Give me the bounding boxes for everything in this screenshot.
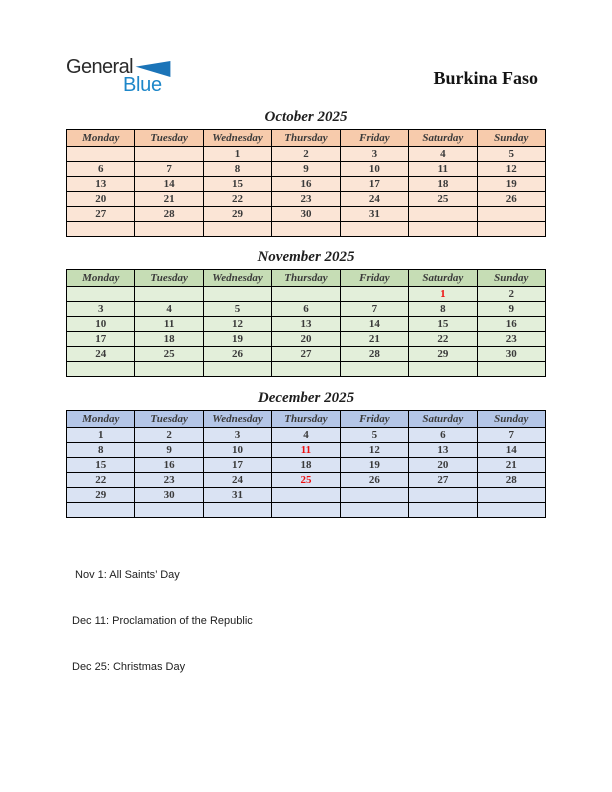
day-cell: 6 [409,428,477,443]
day-cell: 26 [477,192,545,207]
logo-text-blue: Blue [123,74,162,96]
week-row [67,458,546,473]
weekday-header: Monday [67,270,135,287]
empty-day-cell [409,488,477,503]
day-cell: 9 [477,302,545,317]
day-cell: 29 [409,347,477,362]
weekday-header: Tuesday [135,270,203,287]
empty-day-cell [477,222,545,237]
empty-day-cell [203,287,271,302]
weekday-header: Sunday [477,270,545,287]
day-cell: 15 [67,458,135,473]
day-cell: 28 [135,207,203,222]
empty-day-cell [272,362,340,377]
day-cell: 29 [203,207,271,222]
day-cell: 21 [135,192,203,207]
day-cell: 3 [203,428,271,443]
empty-day-cell [340,503,408,518]
day-cell: 7 [135,162,203,177]
empty-day-cell [477,207,545,222]
day-cell: 5 [340,428,408,443]
empty-day-cell [409,503,477,518]
day-cell: 18 [409,177,477,192]
empty-day-cell [67,362,135,377]
day-cell: 21 [477,458,545,473]
weekday-header-row [67,130,546,147]
weekday-header-row [67,270,546,287]
day-cell: 27 [67,207,135,222]
weekday-header: Thursday [272,411,340,428]
weekday-header: Thursday [272,270,340,287]
day-cell: 16 [272,177,340,192]
general-blue-logo [66,57,171,95]
day-cell: 12 [477,162,545,177]
day-cell: 8 [409,302,477,317]
weekday-header-row [67,411,546,428]
day-cell: 4 [272,428,340,443]
day-cell: 15 [409,317,477,332]
day-cell: 23 [272,192,340,207]
empty-day-cell [340,287,408,302]
day-cell: 18 [272,458,340,473]
day-cell: 10 [203,443,271,458]
empty-day-cell [203,503,271,518]
logo-text-general: General [66,56,133,78]
day-cell: 17 [203,458,271,473]
weekday-header: Wednesday [203,270,271,287]
day-cell: 8 [203,162,271,177]
day-cell: 28 [340,347,408,362]
day-cell: 29 [67,488,135,503]
empty-day-cell [477,503,545,518]
day-cell: 31 [203,488,271,503]
weekday-header: Saturday [409,130,477,147]
weekday-header: Monday [67,411,135,428]
day-cell: 11 [272,443,340,458]
day-cell: 6 [67,162,135,177]
day-cell: 4 [409,147,477,162]
weekday-header: Wednesday [203,130,271,147]
day-cell: 11 [135,317,203,332]
month-title-december: December 2025 [257,390,355,406]
calendar-table-november [66,269,546,377]
day-cell: 13 [67,177,135,192]
week-row [67,443,546,458]
day-cell: 13 [272,317,340,332]
calendar-table-october [66,129,546,237]
week-row [67,428,546,443]
weekday-header: Monday [67,130,135,147]
weekday-header: Tuesday [135,130,203,147]
day-cell: 5 [477,147,545,162]
day-cell: 2 [135,428,203,443]
month-title-october: October 2025 [264,109,348,125]
day-cell: 3 [340,147,408,162]
holiday-notes [72,537,546,706]
day-cell: 1 [203,147,271,162]
week-row [67,302,546,317]
day-cell: 30 [135,488,203,503]
day-cell: 25 [272,473,340,488]
empty-day-cell [203,222,271,237]
holiday-note-dec11: Dec 11: Proclamation of the Republic [72,614,253,627]
day-cell: 9 [272,162,340,177]
day-cell: 20 [67,192,135,207]
day-cell: 11 [409,162,477,177]
day-cell: 25 [409,192,477,207]
day-cell: 31 [340,207,408,222]
day-cell: 26 [340,473,408,488]
empty-day-cell [409,222,477,237]
empty-day-cell [477,488,545,503]
day-cell: 27 [409,473,477,488]
week-row [67,162,546,177]
month-section-october [66,109,546,237]
holiday-note-nov1: Nov 1: All Saints’ Day [72,568,180,581]
month-section-november [66,249,546,377]
day-cell: 23 [477,332,545,347]
empty-day-cell [340,362,408,377]
day-cell: 2 [477,287,545,302]
empty-day-cell [67,503,135,518]
day-cell: 30 [272,207,340,222]
empty-day-cell [340,222,408,237]
empty-day-cell [135,362,203,377]
empty-day-cell [272,287,340,302]
weekday-header: Friday [340,130,408,147]
week-row [67,207,546,222]
day-cell: 10 [67,317,135,332]
week-row [67,317,546,332]
day-cell: 17 [67,332,135,347]
empty-day-cell [340,488,408,503]
day-cell: 14 [477,443,545,458]
week-row [67,222,546,237]
day-cell: 20 [272,332,340,347]
day-cell: 10 [340,162,408,177]
week-row [67,332,546,347]
day-cell: 24 [203,473,271,488]
day-cell: 13 [409,443,477,458]
week-row [67,177,546,192]
weekday-header: Sunday [477,411,545,428]
month-section-december [66,390,546,518]
empty-day-cell [67,287,135,302]
week-row [67,287,546,302]
day-cell: 28 [477,473,545,488]
weekday-header: Sunday [477,130,545,147]
day-cell: 7 [340,302,408,317]
page-header [66,52,546,100]
day-cell: 12 [203,317,271,332]
day-cell: 6 [272,302,340,317]
day-cell: 21 [340,332,408,347]
weekday-header: Saturday [409,270,477,287]
day-cell: 22 [409,332,477,347]
calendar-table-december [66,410,546,518]
day-cell: 4 [135,302,203,317]
weekday-header: Friday [340,411,408,428]
country-title: Burkina Faso [433,67,538,88]
weekday-header: Saturday [409,411,477,428]
weekday-header: Thursday [272,130,340,147]
day-cell: 27 [272,347,340,362]
day-cell: 22 [67,473,135,488]
week-row [67,488,546,503]
day-cell: 20 [409,458,477,473]
week-row [67,347,546,362]
week-row [67,192,546,207]
empty-day-cell [67,222,135,237]
empty-day-cell [67,147,135,162]
day-cell: 19 [340,458,408,473]
empty-day-cell [409,362,477,377]
day-cell: 16 [477,317,545,332]
week-row [67,503,546,518]
weekday-header: Friday [340,270,408,287]
empty-day-cell [272,222,340,237]
day-cell: 9 [135,443,203,458]
day-cell: 12 [340,443,408,458]
day-cell: 23 [135,473,203,488]
empty-day-cell [135,222,203,237]
day-cell: 1 [409,287,477,302]
holiday-note-dec25: Dec 25: Christmas Day [72,661,186,674]
day-cell: 18 [135,332,203,347]
day-cell: 2 [272,147,340,162]
day-cell: 7 [477,428,545,443]
day-cell: 14 [135,177,203,192]
weekday-header: Tuesday [135,411,203,428]
week-row [67,147,546,162]
week-row [67,473,546,488]
day-cell: 1 [67,428,135,443]
day-cell: 30 [477,347,545,362]
day-cell: 14 [340,317,408,332]
empty-day-cell [135,503,203,518]
day-cell: 24 [67,347,135,362]
empty-day-cell [272,503,340,518]
empty-day-cell [203,362,271,377]
day-cell: 5 [203,302,271,317]
day-cell: 16 [135,458,203,473]
day-cell: 3 [67,302,135,317]
month-title-november: November 2025 [257,249,355,265]
day-cell: 19 [203,332,271,347]
empty-day-cell [409,207,477,222]
day-cell: 26 [203,347,271,362]
day-cell: 25 [135,347,203,362]
day-cell: 15 [203,177,271,192]
day-cell: 17 [340,177,408,192]
day-cell: 24 [340,192,408,207]
day-cell: 8 [67,443,135,458]
weekday-header: Wednesday [203,411,271,428]
week-row [67,362,546,377]
day-cell: 22 [203,192,271,207]
empty-day-cell [477,362,545,377]
empty-day-cell [272,488,340,503]
empty-day-cell [135,147,203,162]
day-cell: 19 [477,177,545,192]
empty-day-cell [135,287,203,302]
